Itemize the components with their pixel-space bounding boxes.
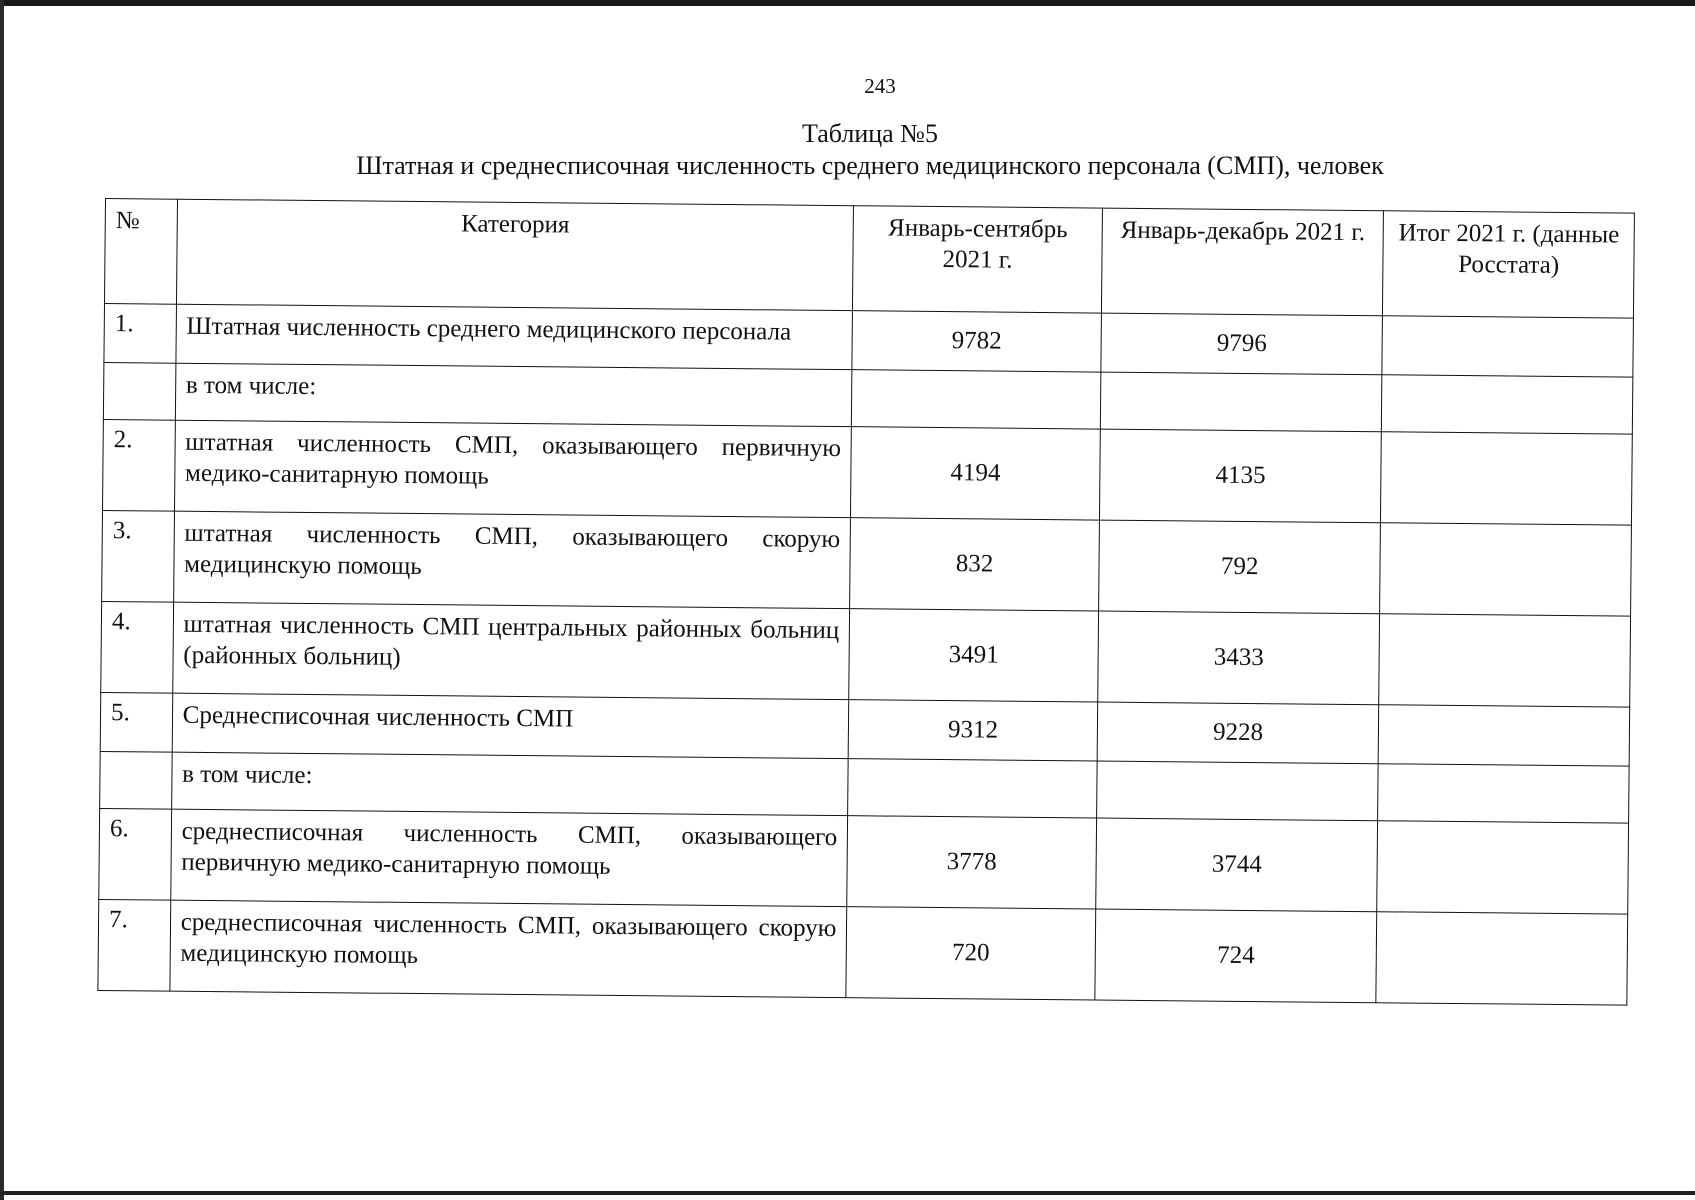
row-category: среднесписочная численность СМП, оказывающего первичную медико-санитарную помощь	[170, 809, 847, 906]
row-value-total	[1379, 614, 1630, 707]
row-number: 1.	[104, 303, 176, 363]
row-category: среднесписочная численность СМП, оказывающего скорую медицинскую помощь	[170, 900, 847, 997]
scan-border-bottom	[0, 1191, 1695, 1195]
row-value-jan-sep: 832	[850, 518, 1099, 611]
row-value-jan-dec: 724	[1095, 909, 1378, 1003]
row-value-jan-dec	[1096, 761, 1378, 821]
row-number: 6.	[99, 808, 172, 900]
row-number	[103, 362, 175, 420]
row-value-total	[1379, 705, 1630, 766]
table-header-row	[104, 199, 1634, 319]
row-value-total	[1380, 523, 1631, 616]
page-number: 243	[864, 74, 896, 98]
table-row	[102, 510, 1632, 616]
row-value-jan-sep	[852, 370, 1101, 429]
row-value-jan-sep	[848, 759, 1097, 818]
header-jan-dec-2021: Январь-декабрь 2021 г.	[1101, 208, 1384, 316]
row-value-jan-dec: 3744	[1096, 818, 1379, 912]
row-number: 4.	[101, 601, 174, 693]
table-row	[99, 808, 1629, 914]
row-value-jan-sep: 3491	[849, 609, 1098, 702]
row-category: Штатная численность среднего медицинского персонала	[176, 304, 853, 369]
header-total-2021-rosstat: Итог 2021 г. (данные Росстата)	[1383, 211, 1635, 318]
row-value-jan-dec: 9796	[1101, 313, 1383, 375]
table-title-number: Таблица №5	[801, 119, 938, 148]
row-value-jan-dec: 792	[1098, 520, 1381, 614]
row-number: 2.	[103, 419, 176, 511]
header-category: Категория	[176, 199, 854, 310]
row-value-jan-dec: 9228	[1097, 702, 1379, 764]
row-value-jan-dec: 4135	[1099, 429, 1382, 523]
table-row	[101, 601, 1631, 707]
row-value-total	[1382, 316, 1633, 377]
row-value-jan-dec: 3433	[1098, 611, 1381, 705]
header-jan-sep-2021: Январь-сентябрь 2021 г.	[853, 206, 1102, 313]
staffing-table	[97, 198, 1635, 1006]
row-number: 3.	[102, 510, 175, 602]
row-value-jan-sep: 9782	[852, 311, 1101, 372]
row-number: 5.	[100, 692, 172, 752]
table-title	[0, 118, 1695, 182]
row-value-total	[1381, 432, 1632, 525]
row-category: штатная численность СМП центральных районных больниц (районных больниц)	[172, 602, 849, 699]
table-title-caption: Штатная и среднесписочная численность среднего медицинского персонала (СМП), человек	[356, 151, 1384, 180]
row-value-jan-sep: 4194	[851, 427, 1100, 520]
row-category: штатная численность СМП, оказывающего первичную медико-санитарную помощь	[174, 420, 851, 517]
row-value-total	[1378, 764, 1629, 823]
row-number: 7.	[98, 899, 171, 991]
row-number	[100, 751, 172, 809]
row-category: в том числе:	[175, 363, 852, 426]
row-value-total	[1382, 375, 1633, 434]
row-value-jan-sep: 9312	[849, 700, 1098, 761]
row-value-total	[1376, 912, 1627, 1005]
row-category: Среднесписочная численность СМП	[172, 693, 849, 758]
row-value-jan-dec	[1100, 372, 1382, 432]
row-category: штатная численность СМП, оказывающего скорую медицинскую помощь	[173, 511, 850, 608]
row-value-jan-sep: 3778	[847, 816, 1096, 909]
row-value-total	[1377, 821, 1628, 914]
table-row	[98, 899, 1628, 1005]
row-value-jan-sep: 720	[846, 907, 1095, 1000]
table-row	[103, 419, 1633, 525]
scan-border-top	[0, 0, 1695, 6]
header-num: №	[104, 199, 177, 305]
row-category: в том числе:	[171, 752, 848, 815]
